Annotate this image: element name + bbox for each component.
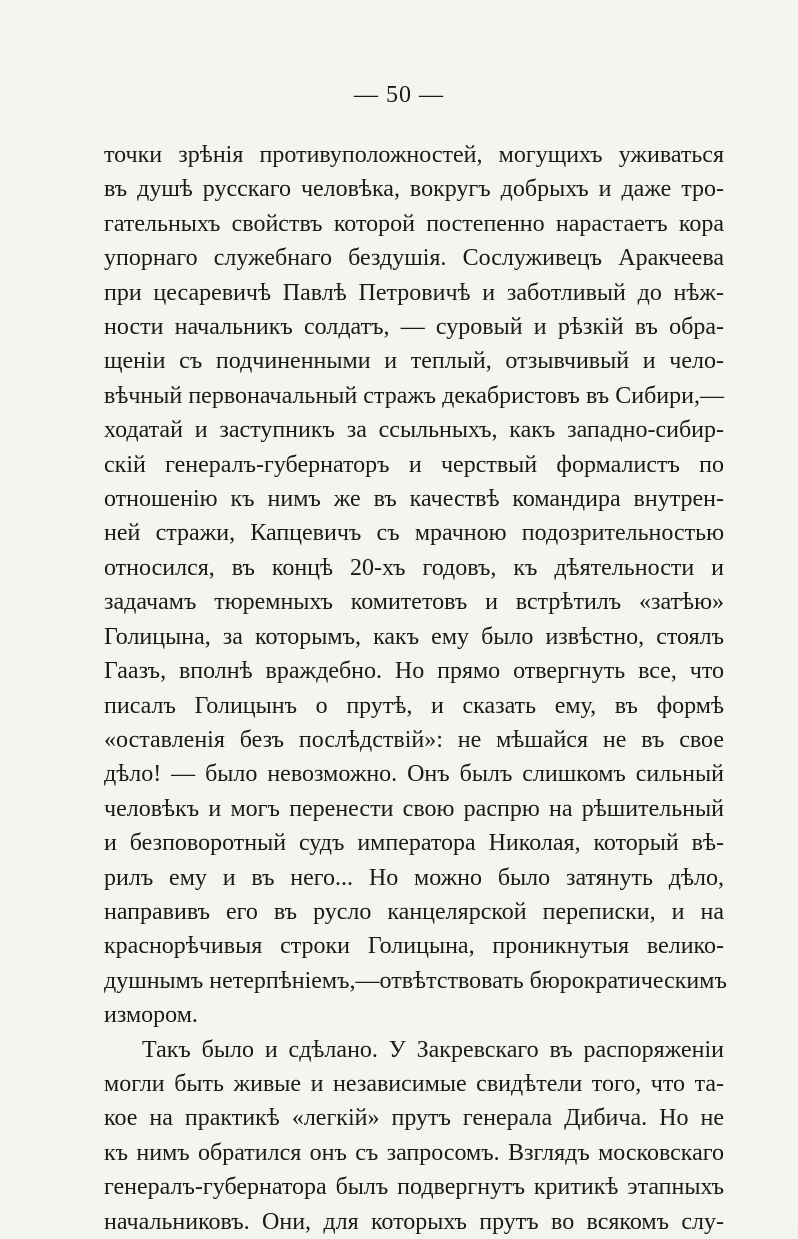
text-line: ности начальникъ солдатъ, — суровый и рѣзкій въ обра-	[104, 314, 724, 341]
page-number: — 50 —	[354, 82, 444, 108]
text-line: ходатай и заступникъ за ссыльныхъ, какъ западно-сибир-	[104, 417, 724, 444]
text-line: гательныхъ свойствъ которой постепенно нарастаетъ кора	[104, 210, 724, 237]
paragraph-2	[104, 1033, 724, 1239]
text-line: упорнаго служебнаго бездушія. Сослуживецъ Аракчеева	[104, 245, 724, 272]
text-line: ней стражи, Капцевичъ съ мрачною подозрительностью	[104, 520, 724, 547]
text-line: скій генералъ-губернаторъ и черствый формалистъ по	[104, 451, 724, 478]
text-line: вѣчный первоначальный стражъ декабристовъ въ Сибири,—	[104, 382, 724, 409]
text-line: Гаазъ, вполнѣ враждебно. Но прямо отвергнуть все, что	[104, 658, 724, 685]
text-line: «оставленія безъ послѣдствій»: не мѣшайся не въ свое	[104, 726, 724, 753]
text-line: могли быть живые и независимые свидѣтели того, что та-	[104, 1070, 724, 1097]
text-line: рилъ ему и въ него... Но можно было затянуть дѣло,	[104, 864, 724, 891]
paragraph-1	[104, 138, 727, 1033]
text-line: кое на практикѣ «легкій» прутъ генерала Дибича. Но не	[104, 1105, 724, 1132]
text-line: измором.	[104, 1002, 198, 1029]
text-line: и безповоротный судъ императора Николая, который вѣ-	[104, 830, 724, 857]
text-line: при цесаревичѣ Павлѣ Петровичѣ и заботливый до нѣж-	[104, 279, 724, 306]
text-line: человѣкъ и могъ перенести свою распрю на рѣшительный	[104, 795, 724, 822]
text-line: щеніи съ подчиненными и теплый, отзывчивый и чело-	[104, 348, 724, 375]
text-line: точки зрѣнія противуположностей, могущихъ уживаться	[104, 142, 724, 168]
text-line: генералъ-губернатора былъ подвергнутъ критикѣ этапныхъ	[104, 1174, 724, 1201]
text-line: направивъ его въ русло канцелярской переписки, и на	[104, 898, 724, 925]
text-line: Голицына, за которымъ, какъ ему было извѣстно, стоялъ	[104, 623, 724, 650]
text-line: начальниковъ. Они, для которыхъ прутъ во всякомъ слу-	[104, 1208, 724, 1235]
text-line: задачамъ тюремныхъ комитетовъ и встрѣтилъ «затѣю»	[104, 589, 724, 616]
text-line: относился, въ концѣ 20-хъ годовъ, къ дѣятельности и	[104, 554, 724, 581]
text-line: отношенію къ нимъ же въ качествѣ командира внутрен-	[104, 486, 724, 513]
text-line: Такъ было и сдѣлано. У Закревскаго въ распоряженіи	[142, 1036, 724, 1063]
text-line: краснорѣчивыя строки Голицына, проникнутыя велико-	[104, 933, 724, 960]
text-line: писалъ Голицынъ о прутѣ, и сказать ему, въ формѣ	[104, 692, 724, 719]
text-line: дѣло! — было невозможно. Онъ былъ слишкомъ сильный	[104, 761, 724, 788]
body-text	[104, 138, 727, 1239]
text-line: къ нимъ обратился онъ съ запросомъ. Взглядъ московскаго	[104, 1139, 724, 1166]
text-line: душнымъ нетерпѣніемъ,—отвѣтствовать бюрократическимъ	[104, 967, 727, 994]
text-line: въ душѣ русскаго человѣка, вокругъ добрыхъ и даже тро-	[104, 176, 724, 203]
